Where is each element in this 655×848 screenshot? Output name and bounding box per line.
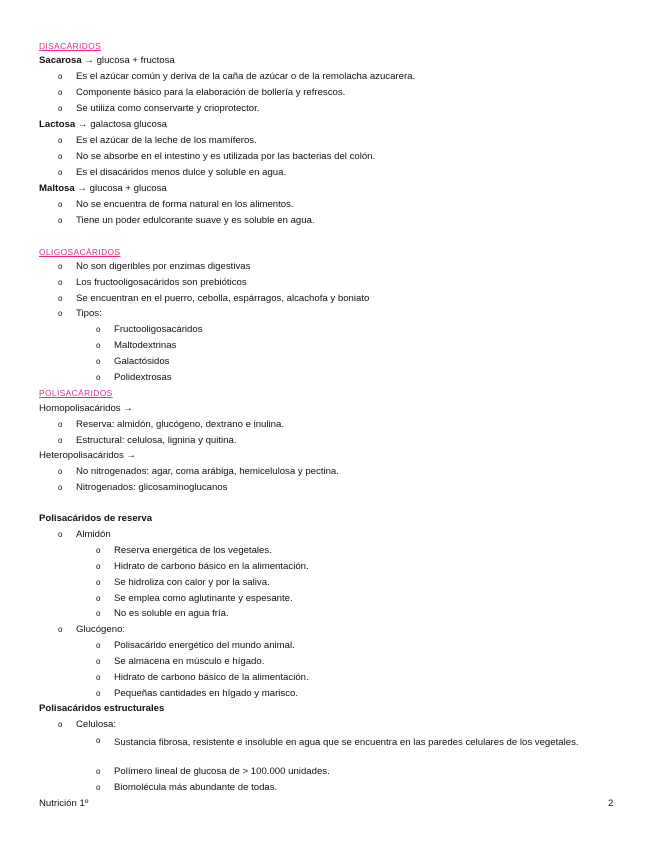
term-formula: → glucosa + fructosa [81,55,175,66]
bullet-marker: o [58,88,63,97]
list-item: Estructural: celulosa, lignina y quitina. [76,435,237,446]
bullet-marker: o [58,168,63,177]
bullet-marker: o [96,657,101,666]
list-item: No se absorbe en el intestino y es utilizada por las bacterias del colón. [76,151,376,162]
term-formula: → galactosa glucosa [75,119,167,130]
list-item: Se emplea como aglutinante y espesante. [114,593,293,604]
list-item: Polisacárido energético del mundo animal. [114,640,295,651]
bullet-marker: o [96,689,101,698]
homopolisacaridos-label: Homopolisacáridos → [39,403,133,414]
bullet-marker: o [96,373,101,382]
bullet-marker: o [58,152,63,161]
list-item: Sustancia fibrosa, resistente e insoluble en agua que se encuentra en las paredes celulares de los vegetales. [114,737,579,748]
list-item: Almidón [76,529,111,540]
bullet-marker: o [96,578,101,587]
bullet-marker: o [58,262,63,271]
bullet-marker: o [58,436,63,445]
list-item: Glucógeno: [76,624,126,635]
term-label: Maltosa [39,183,75,194]
bullet-marker: o [58,294,63,303]
term-label: Lactosa [39,119,76,130]
list-item: Polímero lineal de glucosa de > 100.000 unidades. [114,766,330,777]
bullet-marker: o [96,767,101,776]
list-item: Es el disacáridos menos dulce y soluble en agua. [76,167,287,178]
list-item: Es el azúcar común y deriva de la caña de azúcar o de la remolacha azucarera. [76,71,416,82]
list-item: Polidextrosas [114,372,172,383]
bullet-marker: o [58,720,63,729]
list-item: Es el azúcar de la leche de los mamíferos. [76,135,257,146]
bullet-marker: o [58,72,63,81]
heteropolisacaridos-label: Heteropolisacáridos → [39,450,137,461]
bullet-marker: o [58,467,63,476]
term-formula: → glucosa + glucosa [74,183,167,194]
list-item: Reserva: almidón, glucógeno, dextrano e inulina. [76,419,284,430]
list-item: Biomolécula más abundante de todas. [114,782,278,793]
footer-course: Nutrición 1º [39,798,89,809]
list-item: Tipos: [76,308,102,319]
bullet-marker: o [58,136,63,145]
bullet-marker: o [96,546,101,555]
bullet-marker: o [96,609,101,618]
list-item: Tiene un poder edulcorante suave y es soluble en agua. [76,215,315,226]
list-item: Componente básico para la elaboración de bollería y refrescos. [76,87,346,98]
list-item: Fructooligosacáridos [114,324,203,335]
section-title-oligosacaridos: OLIGOSACÁRIDOS [39,247,121,257]
section-title-polisacaridos: POLISACÁRIDOS [39,388,113,398]
bullet-marker: o [58,278,63,287]
term-sacarosa [39,55,175,67]
list-item: Maltodextrinas [114,340,177,351]
list-item: Se hidroliza con calor y por la saliva. [114,577,270,588]
term-lactosa [39,119,167,131]
list-item: Galactósidos [114,356,170,367]
bullet-marker: o [96,783,101,792]
list-item: Hidrato de carbono básico de la alimentación. [114,672,309,683]
list-item: No nitrogenados: agar, coma arábiga, hemicelulosa y pectina. [76,466,339,477]
list-item: No son digeribles por enzimas digestivas [76,261,251,272]
bullet-marker: o [58,216,63,225]
list-item: Los fructooligosacáridos son prebióticos [76,277,247,288]
bullet-marker: o [96,562,101,571]
bullet-marker: o [96,325,101,334]
list-item: Se encuentran en el puerro, cebolla, espárragos, alcachofa y boniato [76,293,370,304]
bullet-marker: o [58,420,63,429]
bullet-marker: o [58,104,63,113]
bullet-marker: o [58,200,63,209]
list-item: No es soluble en agua fría. [114,608,229,619]
section-title-disacaridos: DISACÁRIDOS [39,41,102,51]
term-label: Sacarosa [39,55,82,66]
bullet-marker: o [96,357,101,366]
bullet-marker: o [96,341,101,350]
bullet-marker: o [96,673,101,682]
list-item: Se utiliza como conservarte y crioprotector. [76,103,260,114]
bullet-marker: o [58,530,63,539]
bullet-marker: o [58,309,63,318]
list-item: No se encuentra de forma natural en los alimentos. [76,199,294,210]
list-item: Hidrato de carbono básico en la alimentación. [114,561,309,572]
list-item: Pequeñas cantidades en hígado y marisco. [114,688,299,699]
bullet-marker: o [58,625,63,634]
bullet-marker: o [96,641,101,650]
heading-polisacaridos-estructurales: Polisacáridos estructurales [39,703,165,714]
bullet-marker: o [96,594,101,603]
bullet-marker: o [96,736,101,745]
list-item: Reserva energética de los vegetales. [114,545,272,556]
bullet-marker: o [58,483,63,492]
list-item: Celulosa: [76,719,116,730]
list-item: Nitrogenados: glicosaminoglucanos [76,482,228,493]
heading-polisacaridos-reserva: Polisacáridos de reserva [39,513,153,524]
list-item: Se almacena en músculo e hígado. [114,656,265,667]
term-maltosa [39,183,167,195]
page-number: 2 [608,798,614,809]
